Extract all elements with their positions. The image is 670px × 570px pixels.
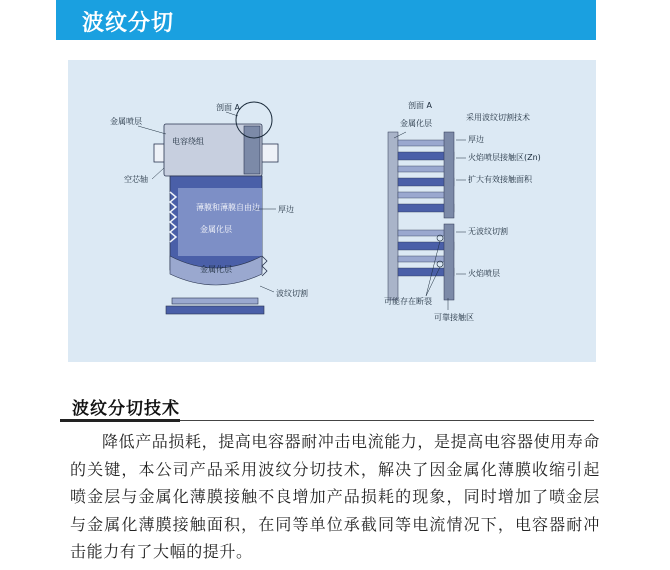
label-flame-contact: 火焰喷层接触区(Zn) xyxy=(468,153,541,162)
label-section-a-left: 剖面 A xyxy=(216,103,241,112)
label-flame-layer: 火焰喷层 xyxy=(468,269,500,278)
label-no-wave-cut: 无波纹切割 xyxy=(468,227,508,236)
label-wave-cut: 波纹切割 xyxy=(276,289,308,298)
label-possible-break: 可能存在断裂 xyxy=(384,297,432,306)
header-bar xyxy=(56,0,596,40)
label-thick-edge-left: 厚边 xyxy=(278,205,294,214)
base-plate-bottom xyxy=(166,306,264,314)
label-film-free-edge: 薄膜和薄膜自由边 xyxy=(196,203,260,212)
label-reliable-contact: 可靠接触区 xyxy=(434,313,474,322)
label-metallized-layer-left-2: 金属化层 xyxy=(200,265,232,274)
section-detail xyxy=(388,132,454,300)
label-section-a-right: 剖面 A xyxy=(408,101,433,110)
film-inner xyxy=(178,188,262,256)
spray-block xyxy=(388,132,398,300)
label-metal-spray: 金属喷层 xyxy=(110,117,142,126)
label-metallized-layer-right: 金属化层 xyxy=(400,119,432,128)
metal-spray-cap xyxy=(244,126,260,174)
label-metallized-layer-left: 金属化层 xyxy=(200,225,232,234)
label-hollow-core: 空芯轴 xyxy=(124,175,148,184)
section-body: 降低产品损耗，提高电容器耐冲击电流能力，是提高电容器使用寿命的关键，本公司产品采用波纹分切技术，解决了因金属化薄膜收缩引起喷金层与金属化薄膜接触不良增加产品损耗的现象，同时增加了喷金层与金属化薄膜接触面积，在同等单位承截同等电流情况下，电容器耐冲击能力有了大幅的提升。 xyxy=(70,432,601,561)
section-title: 波纹分切技术 xyxy=(72,399,180,419)
wave-cut-edge xyxy=(262,256,267,276)
contact-strip xyxy=(444,132,454,218)
label-expand-contact: 扩大有效接触面积 xyxy=(468,175,532,184)
label-capacitor-winding: 电容绕组 xyxy=(172,137,204,146)
header-title: 波纹分切 xyxy=(82,11,175,36)
section-divider-accent xyxy=(60,419,180,422)
base-plate-top xyxy=(172,298,258,304)
label-wave-tech: 采用波纹切割技术 xyxy=(466,113,530,122)
label-thick-edge-right: 厚边 xyxy=(468,135,484,144)
wave-cut-diagram xyxy=(68,60,596,362)
